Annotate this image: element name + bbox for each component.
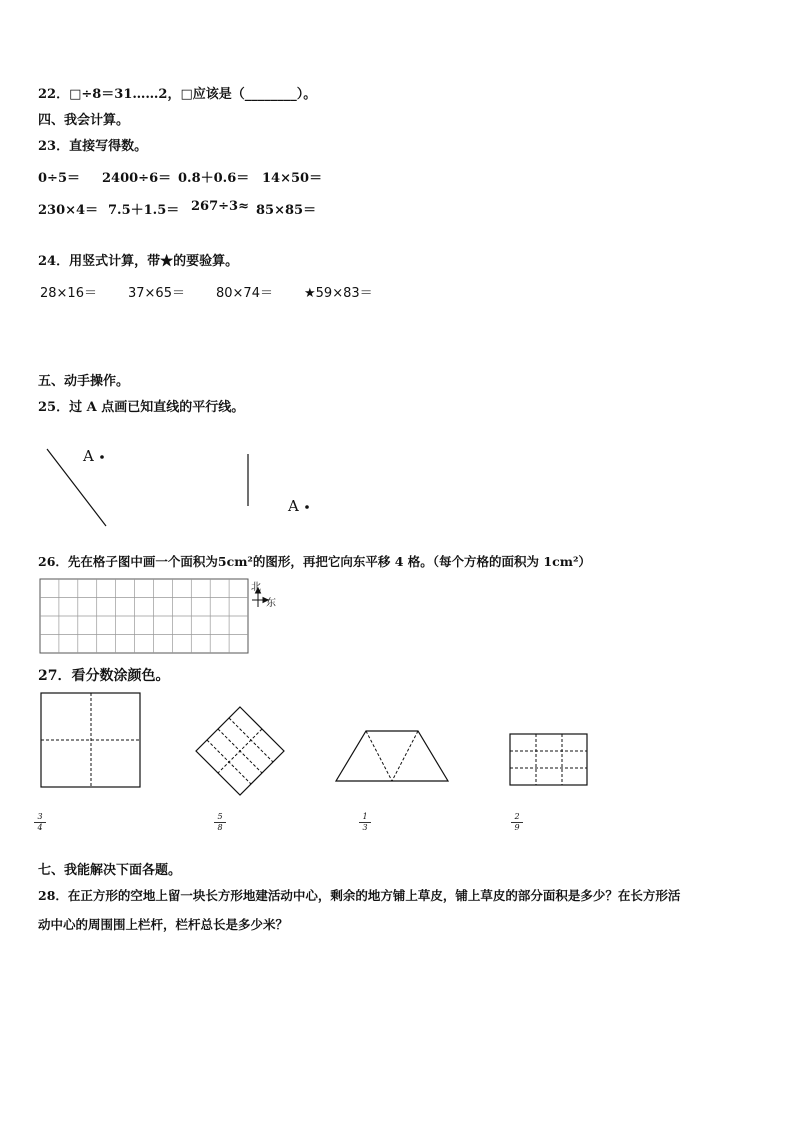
calc-item: 85×85＝	[256, 203, 317, 218]
vertical-calc-item: ★59×83＝	[304, 286, 373, 301]
fraction-figure-trapezoid[interactable]	[336, 731, 448, 781]
calc-item: 0÷5＝	[38, 171, 80, 186]
calc-item: 2400÷6＝	[102, 171, 172, 186]
calc-item: 230×4＝	[38, 203, 99, 218]
given-line-diagonal	[47, 449, 106, 526]
question-25: 25．过 A 点画已知直线的平行线。	[38, 400, 245, 415]
square-grid[interactable]	[40, 579, 248, 653]
point-a-label: A	[288, 497, 299, 515]
section-5-heading: 五、动手操作。	[38, 374, 130, 389]
section-4-heading: 四、我会计算。	[38, 113, 130, 128]
vertical-calc-item: 80×74＝	[216, 286, 273, 301]
question-22: 22．□÷8＝31……2，□应该是（________）。	[38, 87, 317, 102]
fraction-label: 2 9	[511, 813, 523, 832]
section-7-heading: 七、我能解决下面各题。	[38, 863, 182, 878]
question-26: 26．先在格子图中画一个面积为5cm²的图形，再把它向东平移 4 格。（每个方格的面积为 1cm²）	[38, 554, 591, 569]
fraction-label: 5 8	[214, 813, 226, 832]
calc-item: 14×50＝	[262, 171, 323, 186]
compass-north-label: 北	[251, 582, 261, 593]
point-a-1	[100, 455, 104, 459]
calc-item: 7.5＋1.5＝	[108, 203, 180, 218]
question-24: 24．用竖式计算，带★的要验算。	[38, 254, 239, 269]
calc-item: 0.8＋0.6＝	[178, 171, 250, 186]
fraction-label: 3 4	[34, 813, 46, 832]
fraction-figure-square[interactable]	[41, 693, 140, 787]
question-27: 27．看分数涂颜色。	[38, 668, 170, 684]
vertical-calc-item: 37×65＝	[128, 286, 185, 301]
question-28-line-2: 动中心的周围围上栏杆，栏杆总长是多少米？	[38, 917, 289, 932]
calc-item: 267÷3≈	[191, 199, 249, 214]
vertical-calc-item: 28×16＝	[40, 286, 97, 301]
compass-east-label: 东	[266, 598, 276, 609]
point-a-label: A	[83, 447, 94, 465]
point-a-2	[305, 505, 309, 509]
fraction-figure-rectangle[interactable]	[510, 734, 587, 785]
question-23: 23．直接写得数。	[38, 139, 148, 154]
fraction-label: 1 3	[359, 813, 371, 832]
question-28-line-1: 28．在正方形的空地上留一块长方形地建活动中心，剩余的地方铺上草皮，铺上草皮的部分面积是多少？在长方形活	[38, 888, 681, 903]
fraction-figure-diamond[interactable]	[196, 707, 284, 795]
